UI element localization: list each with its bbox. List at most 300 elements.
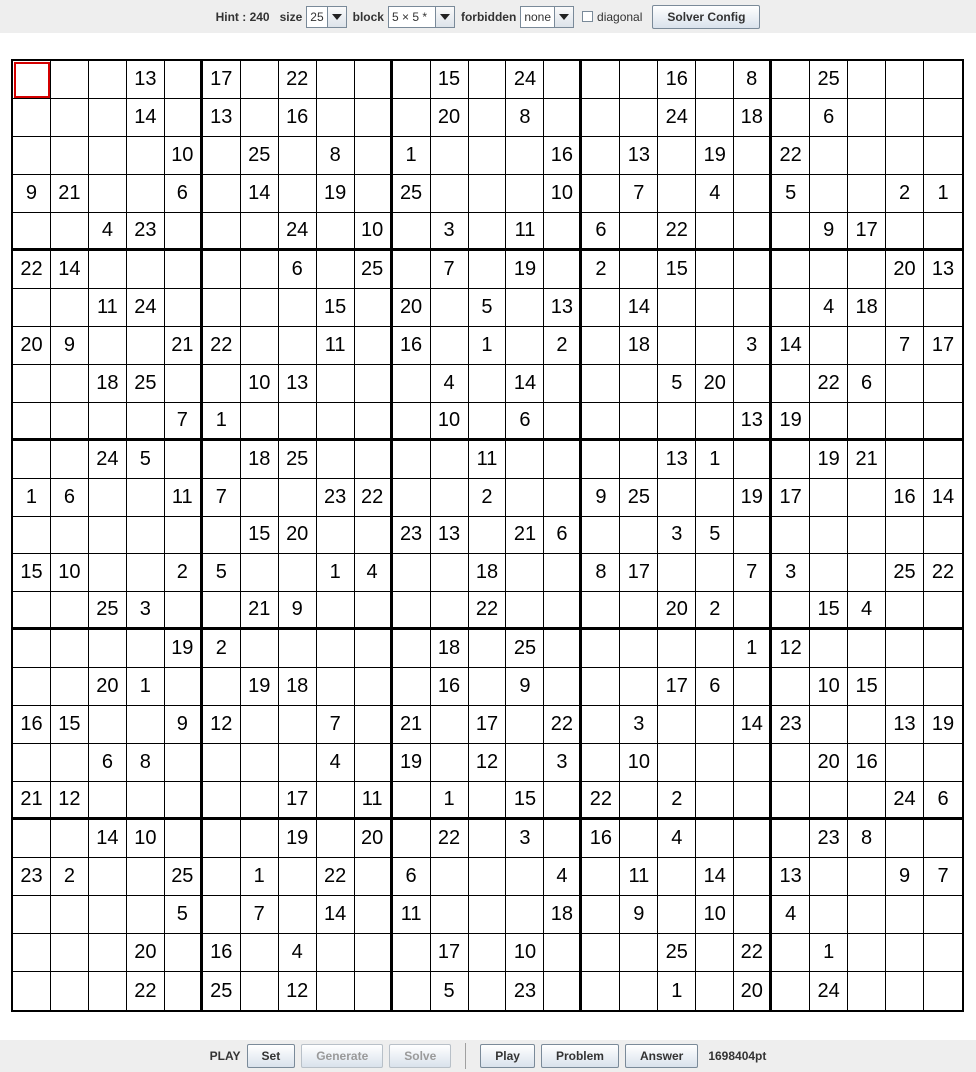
- board-cell[interactable]: [317, 99, 355, 137]
- board-cell[interactable]: 18: [431, 630, 469, 668]
- board-cell[interactable]: [924, 99, 962, 137]
- board-cell[interactable]: 25: [506, 630, 544, 668]
- board-cell[interactable]: [469, 820, 507, 858]
- board-cell[interactable]: 4: [848, 592, 886, 630]
- board-cell[interactable]: [772, 289, 810, 327]
- board-cell[interactable]: 8: [582, 554, 620, 592]
- board-cell[interactable]: 25: [355, 251, 393, 289]
- board-cell[interactable]: [734, 289, 772, 327]
- board-cell[interactable]: [51, 289, 89, 327]
- board-cell[interactable]: [582, 61, 620, 99]
- board-cell[interactable]: [582, 706, 620, 744]
- board-cell[interactable]: 10: [810, 668, 848, 706]
- board-cell[interactable]: 22: [431, 820, 469, 858]
- board-cell[interactable]: 19: [317, 175, 355, 213]
- board-cell[interactable]: [165, 934, 203, 972]
- board-cell[interactable]: [696, 327, 734, 365]
- board-cell[interactable]: 11: [355, 782, 393, 820]
- board-cell[interactable]: [13, 517, 51, 555]
- board-cell[interactable]: 16: [431, 668, 469, 706]
- board-cell[interactable]: 11: [317, 327, 355, 365]
- board-cell[interactable]: 12: [51, 782, 89, 820]
- board-cell[interactable]: [469, 137, 507, 175]
- board-cell[interactable]: 22: [544, 706, 582, 744]
- board-cell[interactable]: [89, 934, 127, 972]
- board-cell[interactable]: [165, 782, 203, 820]
- board-cell[interactable]: [241, 61, 279, 99]
- board-cell[interactable]: [582, 365, 620, 403]
- board-cell[interactable]: 17: [620, 554, 658, 592]
- board-cell[interactable]: [696, 251, 734, 289]
- board-cell[interactable]: 11: [506, 213, 544, 251]
- board-cell[interactable]: [620, 441, 658, 479]
- board-cell[interactable]: [848, 554, 886, 592]
- board-cell[interactable]: 6: [696, 668, 734, 706]
- board-cell[interactable]: [89, 479, 127, 517]
- board-cell[interactable]: [848, 479, 886, 517]
- board-cell[interactable]: [203, 441, 241, 479]
- board-cell[interactable]: [810, 554, 848, 592]
- board-cell[interactable]: [127, 403, 165, 441]
- board-cell[interactable]: 10: [241, 365, 279, 403]
- board-cell[interactable]: [393, 782, 431, 820]
- board-cell[interactable]: [317, 630, 355, 668]
- board-cell[interactable]: [924, 137, 962, 175]
- board-cell[interactable]: [431, 137, 469, 175]
- board-cell[interactable]: 10: [51, 554, 89, 592]
- board-cell[interactable]: [582, 668, 620, 706]
- board-cell[interactable]: [544, 251, 582, 289]
- board-cell[interactable]: 18: [620, 327, 658, 365]
- board-cell[interactable]: 15: [658, 251, 696, 289]
- board-cell[interactable]: 18: [89, 365, 127, 403]
- board-cell[interactable]: 25: [203, 972, 241, 1010]
- board-cell[interactable]: 7: [203, 479, 241, 517]
- board-cell[interactable]: 12: [469, 744, 507, 782]
- board-cell[interactable]: 15: [848, 668, 886, 706]
- board-cell[interactable]: [203, 782, 241, 820]
- board-cell[interactable]: [924, 934, 962, 972]
- board-cell[interactable]: 21: [241, 592, 279, 630]
- board-cell[interactable]: [506, 896, 544, 934]
- board-cell[interactable]: [810, 251, 848, 289]
- board-cell[interactable]: 20: [886, 251, 924, 289]
- board-cell[interactable]: [355, 517, 393, 555]
- board-cell[interactable]: [469, 403, 507, 441]
- board-cell[interactable]: [544, 99, 582, 137]
- board-cell[interactable]: [51, 744, 89, 782]
- board-cell[interactable]: [279, 744, 317, 782]
- board-cell[interactable]: [89, 858, 127, 896]
- board-cell[interactable]: 11: [620, 858, 658, 896]
- board-cell[interactable]: 24: [810, 972, 848, 1010]
- board-cell[interactable]: 5: [658, 365, 696, 403]
- board-cell[interactable]: 3: [544, 744, 582, 782]
- board-cell[interactable]: 25: [127, 365, 165, 403]
- board-cell[interactable]: 13: [772, 858, 810, 896]
- board-cell[interactable]: [317, 213, 355, 251]
- board-cell[interactable]: [241, 289, 279, 327]
- board-cell[interactable]: 6: [582, 213, 620, 251]
- board-cell[interactable]: 19: [279, 820, 317, 858]
- board-cell[interactable]: 20: [355, 820, 393, 858]
- board-cell[interactable]: 10: [696, 896, 734, 934]
- board-cell[interactable]: [924, 820, 962, 858]
- play-button[interactable]: Play: [480, 1044, 535, 1068]
- board-cell[interactable]: [203, 289, 241, 327]
- board-cell[interactable]: [203, 858, 241, 896]
- board-cell[interactable]: [582, 592, 620, 630]
- board-cell[interactable]: [924, 630, 962, 668]
- board-cell[interactable]: 4: [544, 858, 582, 896]
- board-cell[interactable]: [582, 858, 620, 896]
- board-cell[interactable]: [734, 213, 772, 251]
- board-cell[interactable]: [469, 365, 507, 403]
- board-cell[interactable]: 14: [506, 365, 544, 403]
- board-cell[interactable]: 10: [165, 137, 203, 175]
- board-cell[interactable]: [469, 896, 507, 934]
- board-cell[interactable]: [279, 706, 317, 744]
- board-cell[interactable]: 20: [279, 517, 317, 555]
- board-cell[interactable]: [544, 934, 582, 972]
- board-cell[interactable]: [393, 251, 431, 289]
- board-cell[interactable]: 25: [165, 858, 203, 896]
- board-cell[interactable]: [810, 175, 848, 213]
- board-cell[interactable]: [696, 820, 734, 858]
- board-cell[interactable]: [734, 744, 772, 782]
- board-cell[interactable]: 22: [469, 592, 507, 630]
- board-cell[interactable]: 4: [696, 175, 734, 213]
- board-cell[interactable]: 20: [810, 744, 848, 782]
- board-cell[interactable]: [696, 289, 734, 327]
- board-cell[interactable]: [772, 517, 810, 555]
- board-cell[interactable]: [620, 820, 658, 858]
- board-cell[interactable]: [165, 592, 203, 630]
- board-cell[interactable]: [696, 630, 734, 668]
- board-cell[interactable]: 13: [544, 289, 582, 327]
- board-cell[interactable]: [924, 403, 962, 441]
- board-cell[interactable]: [431, 327, 469, 365]
- board-cell[interactable]: [886, 972, 924, 1010]
- board-cell[interactable]: 22: [734, 934, 772, 972]
- board-cell[interactable]: 16: [393, 327, 431, 365]
- board-cell[interactable]: [848, 99, 886, 137]
- board-cell[interactable]: 2: [658, 782, 696, 820]
- board-cell[interactable]: 22: [13, 251, 51, 289]
- board-cell[interactable]: [848, 517, 886, 555]
- board-cell[interactable]: [13, 365, 51, 403]
- board-cell[interactable]: [51, 517, 89, 555]
- board-cell[interactable]: 2: [886, 175, 924, 213]
- board-cell[interactable]: 8: [127, 744, 165, 782]
- board-cell[interactable]: [89, 517, 127, 555]
- board-cell[interactable]: 3: [620, 706, 658, 744]
- board-cell[interactable]: [772, 441, 810, 479]
- board-cell[interactable]: [924, 213, 962, 251]
- board-cell[interactable]: [355, 744, 393, 782]
- board-cell[interactable]: [51, 99, 89, 137]
- board-cell[interactable]: [241, 403, 279, 441]
- board-cell[interactable]: 25: [810, 61, 848, 99]
- board-cell[interactable]: [469, 99, 507, 137]
- board-cell[interactable]: [393, 61, 431, 99]
- board-cell[interactable]: 25: [658, 934, 696, 972]
- board-cell[interactable]: [582, 517, 620, 555]
- board-cell[interactable]: [13, 213, 51, 251]
- board-cell[interactable]: [810, 858, 848, 896]
- chevron-down-icon[interactable]: [327, 7, 346, 27]
- board-cell[interactable]: 13: [734, 403, 772, 441]
- board-cell[interactable]: 14: [89, 820, 127, 858]
- board-cell[interactable]: 4: [772, 896, 810, 934]
- board-cell[interactable]: 25: [886, 554, 924, 592]
- board-cell[interactable]: [848, 630, 886, 668]
- board-cell[interactable]: [620, 403, 658, 441]
- board-cell[interactable]: [696, 554, 734, 592]
- board-cell[interactable]: [848, 782, 886, 820]
- board-cell[interactable]: 5: [127, 441, 165, 479]
- board-cell[interactable]: [506, 289, 544, 327]
- board-cell[interactable]: [582, 175, 620, 213]
- board-cell[interactable]: 9: [51, 327, 89, 365]
- board-cell[interactable]: 13: [924, 251, 962, 289]
- board-cell[interactable]: [279, 175, 317, 213]
- board-cell[interactable]: 6: [51, 479, 89, 517]
- board-cell[interactable]: 18: [241, 441, 279, 479]
- board-cell[interactable]: 21: [506, 517, 544, 555]
- board-cell[interactable]: 21: [13, 782, 51, 820]
- board-cell[interactable]: [658, 896, 696, 934]
- board-cell[interactable]: [772, 934, 810, 972]
- board-cell[interactable]: [469, 251, 507, 289]
- board-cell[interactable]: 18: [848, 289, 886, 327]
- board-cell[interactable]: 1: [696, 441, 734, 479]
- board-cell[interactable]: [886, 365, 924, 403]
- board-cell[interactable]: 3: [127, 592, 165, 630]
- board-cell[interactable]: 5: [203, 554, 241, 592]
- board-cell[interactable]: [279, 630, 317, 668]
- board-cell[interactable]: 16: [279, 99, 317, 137]
- board-cell[interactable]: [886, 820, 924, 858]
- board-cell[interactable]: [848, 251, 886, 289]
- board-cell[interactable]: [203, 517, 241, 555]
- board-cell[interactable]: 10: [620, 744, 658, 782]
- board-cell[interactable]: 17: [848, 213, 886, 251]
- board-cell[interactable]: [51, 630, 89, 668]
- board-cell[interactable]: 8: [317, 137, 355, 175]
- board-cell[interactable]: [317, 441, 355, 479]
- board-cell[interactable]: 24: [89, 441, 127, 479]
- board-cell[interactable]: [469, 61, 507, 99]
- board-cell[interactable]: [582, 744, 620, 782]
- board-cell[interactable]: 1: [13, 479, 51, 517]
- board-cell[interactable]: [886, 99, 924, 137]
- board-cell[interactable]: 16: [544, 137, 582, 175]
- board-cell[interactable]: [658, 327, 696, 365]
- block-select[interactable]: [388, 6, 455, 28]
- board-cell[interactable]: 19: [810, 441, 848, 479]
- board-cell[interactable]: [279, 137, 317, 175]
- board-cell[interactable]: 3: [734, 327, 772, 365]
- board-cell[interactable]: [431, 441, 469, 479]
- board-cell[interactable]: [203, 251, 241, 289]
- board-cell[interactable]: 2: [696, 592, 734, 630]
- board-cell[interactable]: 13: [127, 61, 165, 99]
- board-cell[interactable]: [13, 592, 51, 630]
- board-cell[interactable]: [127, 782, 165, 820]
- board-cell[interactable]: 7: [924, 858, 962, 896]
- board-cell[interactable]: [355, 706, 393, 744]
- board-cell[interactable]: 15: [317, 289, 355, 327]
- board-cell[interactable]: [393, 403, 431, 441]
- board-cell[interactable]: 16: [658, 61, 696, 99]
- board-cell[interactable]: [165, 744, 203, 782]
- board-cell[interactable]: 25: [89, 592, 127, 630]
- set-button[interactable]: Set: [247, 1044, 296, 1068]
- board-cell[interactable]: 22: [582, 782, 620, 820]
- board-cell[interactable]: 17: [279, 782, 317, 820]
- board-cell[interactable]: [355, 175, 393, 213]
- board-cell[interactable]: [582, 972, 620, 1010]
- board-cell[interactable]: 24: [886, 782, 924, 820]
- board-cell[interactable]: [89, 251, 127, 289]
- board-cell[interactable]: 7: [734, 554, 772, 592]
- board-cell[interactable]: 8: [506, 99, 544, 137]
- board-cell[interactable]: [886, 744, 924, 782]
- board-cell[interactable]: 12: [279, 972, 317, 1010]
- board-cell[interactable]: [544, 592, 582, 630]
- board-cell[interactable]: 15: [506, 782, 544, 820]
- board-cell[interactable]: 17: [431, 934, 469, 972]
- board-cell[interactable]: [696, 479, 734, 517]
- board-cell[interactable]: [241, 630, 279, 668]
- board-cell[interactable]: [241, 706, 279, 744]
- board-cell[interactable]: [810, 782, 848, 820]
- board-cell[interactable]: [734, 137, 772, 175]
- board-cell[interactable]: 3: [431, 213, 469, 251]
- board-cell[interactable]: 17: [924, 327, 962, 365]
- board-cell[interactable]: 19: [734, 479, 772, 517]
- board-cell[interactable]: [241, 972, 279, 1010]
- board-cell[interactable]: 11: [165, 479, 203, 517]
- board-cell[interactable]: [734, 441, 772, 479]
- board-cell[interactable]: [13, 137, 51, 175]
- board-cell[interactable]: [13, 744, 51, 782]
- board-cell[interactable]: [506, 327, 544, 365]
- board-cell[interactable]: [165, 820, 203, 858]
- board-cell[interactable]: [89, 782, 127, 820]
- board-cell[interactable]: [620, 592, 658, 630]
- board-cell[interactable]: 24: [279, 213, 317, 251]
- board-cell[interactable]: [165, 517, 203, 555]
- board-cell[interactable]: [658, 289, 696, 327]
- board-cell[interactable]: [127, 858, 165, 896]
- board-cell[interactable]: [13, 403, 51, 441]
- board-cell[interactable]: [241, 820, 279, 858]
- board-cell[interactable]: 7: [241, 896, 279, 934]
- board-cell[interactable]: 22: [203, 327, 241, 365]
- board-cell[interactable]: [165, 251, 203, 289]
- board-cell[interactable]: 1: [203, 403, 241, 441]
- board-cell[interactable]: [431, 896, 469, 934]
- board-cell[interactable]: [886, 213, 924, 251]
- board-cell[interactable]: [544, 820, 582, 858]
- size-select[interactable]: [306, 6, 346, 28]
- board-cell[interactable]: [13, 61, 51, 99]
- board-cell[interactable]: 1: [241, 858, 279, 896]
- board-cell[interactable]: [203, 592, 241, 630]
- board-cell[interactable]: [620, 782, 658, 820]
- board-cell[interactable]: [734, 858, 772, 896]
- board-cell[interactable]: [469, 175, 507, 213]
- board-cell[interactable]: [89, 137, 127, 175]
- board-cell[interactable]: [544, 630, 582, 668]
- board-cell[interactable]: [279, 896, 317, 934]
- board-cell[interactable]: [506, 137, 544, 175]
- board-cell[interactable]: 15: [13, 554, 51, 592]
- board-cell[interactable]: [279, 327, 317, 365]
- board-cell[interactable]: [393, 972, 431, 1010]
- board-cell[interactable]: [165, 61, 203, 99]
- board-cell[interactable]: 21: [848, 441, 886, 479]
- board-cell[interactable]: 22: [658, 213, 696, 251]
- board-cell[interactable]: [582, 403, 620, 441]
- board-cell[interactable]: 1: [924, 175, 962, 213]
- board-cell[interactable]: 19: [506, 251, 544, 289]
- board-cell[interactable]: 9: [506, 668, 544, 706]
- board-cell[interactable]: 25: [620, 479, 658, 517]
- board-cell[interactable]: [279, 554, 317, 592]
- board-cell[interactable]: [848, 137, 886, 175]
- board-cell[interactable]: 20: [658, 592, 696, 630]
- board-cell[interactable]: [924, 592, 962, 630]
- board-cell[interactable]: [544, 61, 582, 99]
- board-cell[interactable]: [355, 365, 393, 403]
- board-cell[interactable]: 4: [317, 744, 355, 782]
- board-cell[interactable]: [810, 403, 848, 441]
- chevron-down-icon[interactable]: [554, 7, 573, 27]
- board-cell[interactable]: 9: [582, 479, 620, 517]
- board-cell[interactable]: [810, 896, 848, 934]
- board-cell[interactable]: [127, 630, 165, 668]
- board-cell[interactable]: [848, 896, 886, 934]
- board-cell[interactable]: [772, 251, 810, 289]
- generate-button[interactable]: Generate: [301, 1044, 383, 1068]
- board-cell[interactable]: 21: [51, 175, 89, 213]
- board-cell[interactable]: 19: [393, 744, 431, 782]
- board-cell[interactable]: 6: [506, 403, 544, 441]
- board-cell[interactable]: 22: [127, 972, 165, 1010]
- board-cell[interactable]: [317, 61, 355, 99]
- board-cell[interactable]: [317, 403, 355, 441]
- board-cell[interactable]: 12: [203, 706, 241, 744]
- board-cell[interactable]: [355, 137, 393, 175]
- board-cell[interactable]: 10: [544, 175, 582, 213]
- board-cell[interactable]: [51, 403, 89, 441]
- board-cell[interactable]: [203, 175, 241, 213]
- board-cell[interactable]: [544, 479, 582, 517]
- board-cell[interactable]: [279, 403, 317, 441]
- board-cell[interactable]: [772, 592, 810, 630]
- board-cell[interactable]: [469, 668, 507, 706]
- board-cell[interactable]: [241, 934, 279, 972]
- board-cell[interactable]: 9: [165, 706, 203, 744]
- board-cell[interactable]: [658, 479, 696, 517]
- board-cell[interactable]: [13, 99, 51, 137]
- board-cell[interactable]: 13: [658, 441, 696, 479]
- board-cell[interactable]: [582, 441, 620, 479]
- board-cell[interactable]: [658, 706, 696, 744]
